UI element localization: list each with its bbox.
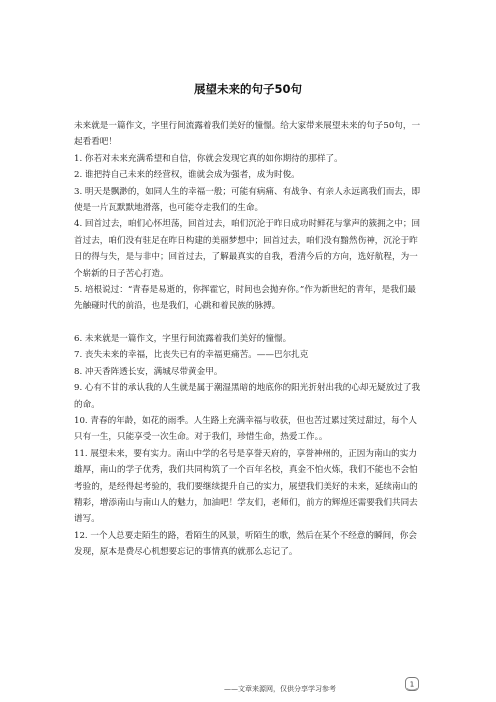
paragraph: 10. 青春的年龄，如花的雨季。人生路上充满幸福与收获，但也苦过累过笑过甜过，每个人只有一生，只能享受一次生命。对于我们，珍惜生命，热爱工作。。 [74,415,417,443]
page-number: 1 [409,680,415,689]
document-title: 展望未来的句子50句 [193,82,302,96]
page-number-badge [404,676,420,692]
paragraph: 9. 心有不甘的承认我的人生就是属于潮湿黑暗的地底你的阳光折射出我的心却无疑放过了我的命。 [74,383,421,410]
paragraph: 未来就是一篇作文，字里行间流露着我们美好的憧憬。给大家带来展望未来的句子50句，一起看看吧！ [74,121,421,148]
paragraph: 8. 冲天香阵透长安，满城尽带黄金甲。 [74,366,223,377]
source-footer: ——文章来源网，仅供分享学习参考 [224,685,336,693]
paragraph: 7. 丧失未来的幸福，比丧失已有的幸福更痛苦。——巴尔扎克 [74,350,309,361]
paragraph: 12. 一个人总要走陌生的路，看陌生的风景，听陌生的歌，然后在某个不经意的瞬间，你会发现，原本是费尽心机想要忘记的事情真的就那么忘记了。 [74,530,417,558]
paragraph: 3. 明天是飘渺的，如同人生的幸福一般；可能有病痛、有战争、有亲人永远离我们而去，即使是一片瓦默默地滑落，也可能夺走我们的生命。 [74,186,421,214]
paragraph: 1. 你若对未来充满希望和自信，你就会发现它真的如你期待的那样了。 [74,153,343,164]
paragraph: 6. 未来就是一篇作文，字里行间流露着我们美好的憧憬。 [74,333,292,344]
document-body [74,118,424,561]
paragraph: 11. 展望未来，要有实力。南山中学的名号是享誉天府的，享誉神州的，正因为南山的实力雄厚，南山的学子优秀，我们共同构筑了一个百年名校，真金不怕火炼，我们不能也不会怕考验的，是经得起考验的，我们要继续提升自己的实力，展望我们美好的未来，延续南山的精彩，增添南山与南山人的魅力，加油吧！学友们，老师们，前方的辉煌还需要我们共同去谱写。 [74,448,418,525]
paragraph: 4. 回首过去，咱们心怀坦荡，回首过去，咱们沉沦于昨日成功时鲜花与掌声的簇拥之中；回首过去，咱们没有驻足在昨日构建的美丽梦想中；回首过去，咱们没有黯然伤神，沉沦于昨日的得与失，是与非中；回首过去，了解最真实的自我，看清今后的方向，选好航程，为一个崭新的日子苦心打造。 [74,219,421,279]
paragraph: 2. 谁把持自己未来的经营权，谁就会成为强者，成为时俊。 [74,170,300,181]
paragraph: 5. 培根说过：“青春是易逝的，你挥霍它，时间也会抛弃你。”作为新世纪的青年，是我们最先触碰时代的前沿，也是我们，心跳和着民族的脉搏。 [74,285,416,312]
paragraph-gap [74,315,424,331]
